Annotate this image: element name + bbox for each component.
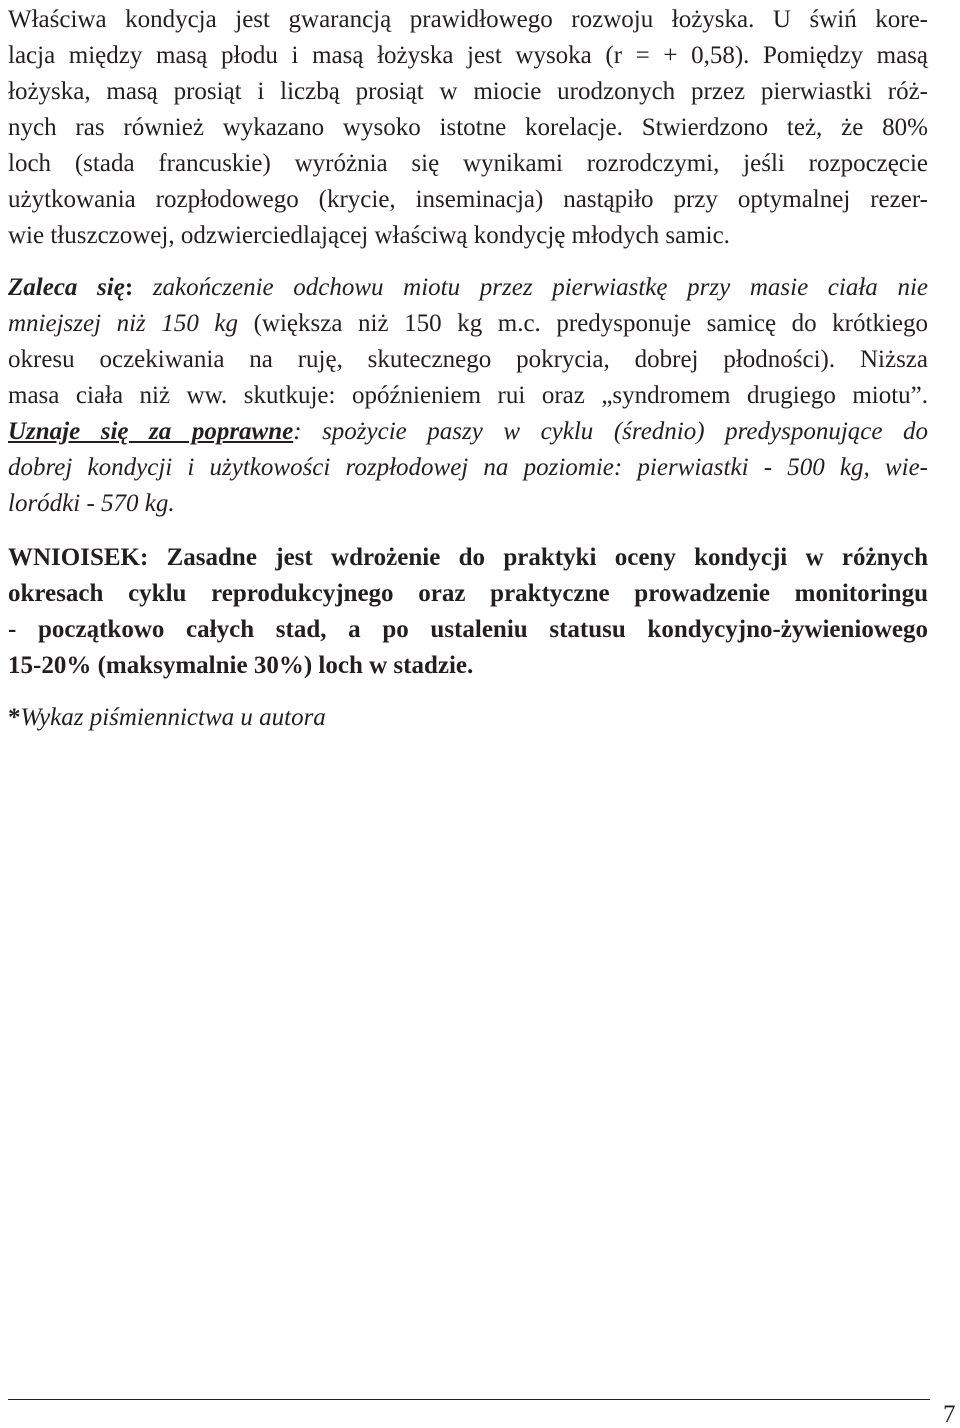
text-line: okresu oczekiwania na ruję, skutecznego pokrycia, dobrej płodności). Niższa bbox=[8, 346, 928, 373]
text-line: masa ciała niż ww. skutkuje: opóźnieniem rui oraz „syndromem drugiego miotu”. bbox=[8, 382, 928, 409]
text-line: loch (stada francuskie) wyróżnia się wynikami rozrodczymi, jeśli rozpoczęcie bbox=[8, 150, 928, 177]
text-line: okresach cyklu reprodukcyjnego oraz praktyczne prowadzenie monitoringu bbox=[8, 580, 928, 607]
text-line: lacja między masą płodu i masą łożyska jest wysoka (r = + 0,58). Pomiędzy masą bbox=[8, 42, 928, 69]
text-line: łożyska, masą prosiąt i liczbą prosiąt w miocie urodzonych przez pierwiastki róż- bbox=[8, 78, 928, 105]
text-line: nych ras również wykazano wysoko istotne korelacje. Stwierdzono też, że 80% bbox=[8, 114, 928, 141]
paragraph-placenta-condition bbox=[8, 2, 928, 254]
footnote bbox=[8, 700, 928, 736]
text-line: użytkowania rozpłodowego (krycie, inseminacja) nastąpiło przy optymalnej rezer- bbox=[8, 186, 928, 213]
text-line: WNIOISEK: Zasadne jest wdrożenie do praktyki oceny kondycji w różnych bbox=[8, 544, 928, 571]
min-weight-text: mniejszej niż 150 kg bbox=[8, 310, 239, 337]
text-line: loródki - 570 kg. bbox=[8, 490, 175, 517]
text-line bbox=[8, 306, 928, 342]
accepted-label: Uznaje się za poprawne bbox=[8, 418, 294, 445]
text-line bbox=[8, 700, 928, 736]
footnote-asterisk: * bbox=[8, 704, 21, 731]
text-line bbox=[8, 414, 928, 450]
conclusion-paragraph bbox=[8, 540, 928, 684]
text-line: dobrej kondycji i użytkowości rozpłodowej na poziomie: pierwiastki - 500 kg, wie- bbox=[8, 454, 928, 481]
page-number: 7 bbox=[943, 1401, 956, 1428]
text-line: - początkowo całych stad, a po ustaleniu statusu kondycyjno-żywieniowego bbox=[8, 616, 928, 643]
text-line: 15-20% (maksymalnie 30%) loch w stadzie. bbox=[8, 652, 474, 679]
recommendation-colon: : bbox=[124, 274, 134, 301]
accepted-text: : spożycie paszy w cyklu (średnio) predysponujące do bbox=[293, 418, 928, 445]
recommendation-text: zakończenie odchowu miotu przez pierwiastkę przy masie ciała nie bbox=[133, 274, 928, 301]
text-line: Właściwa kondycja jest gwarancją prawidłowego rozwoju łożyska. U świń kore- bbox=[8, 6, 928, 33]
text-fragment: (większa niż 150 kg m.c. predysponuje samicę do krótkiego bbox=[238, 310, 928, 337]
recommendation-label: Zaleca się bbox=[8, 274, 125, 301]
footer-divider bbox=[8, 1399, 930, 1400]
paragraph-recommendations bbox=[8, 270, 928, 522]
footnote-text: Wykaz piśmiennictwa u autora bbox=[20, 704, 326, 731]
text-line bbox=[8, 270, 928, 306]
text-line: wie tłuszczowej, odzwierciedlającej właściwą kondycję młodych samic. bbox=[8, 222, 730, 249]
